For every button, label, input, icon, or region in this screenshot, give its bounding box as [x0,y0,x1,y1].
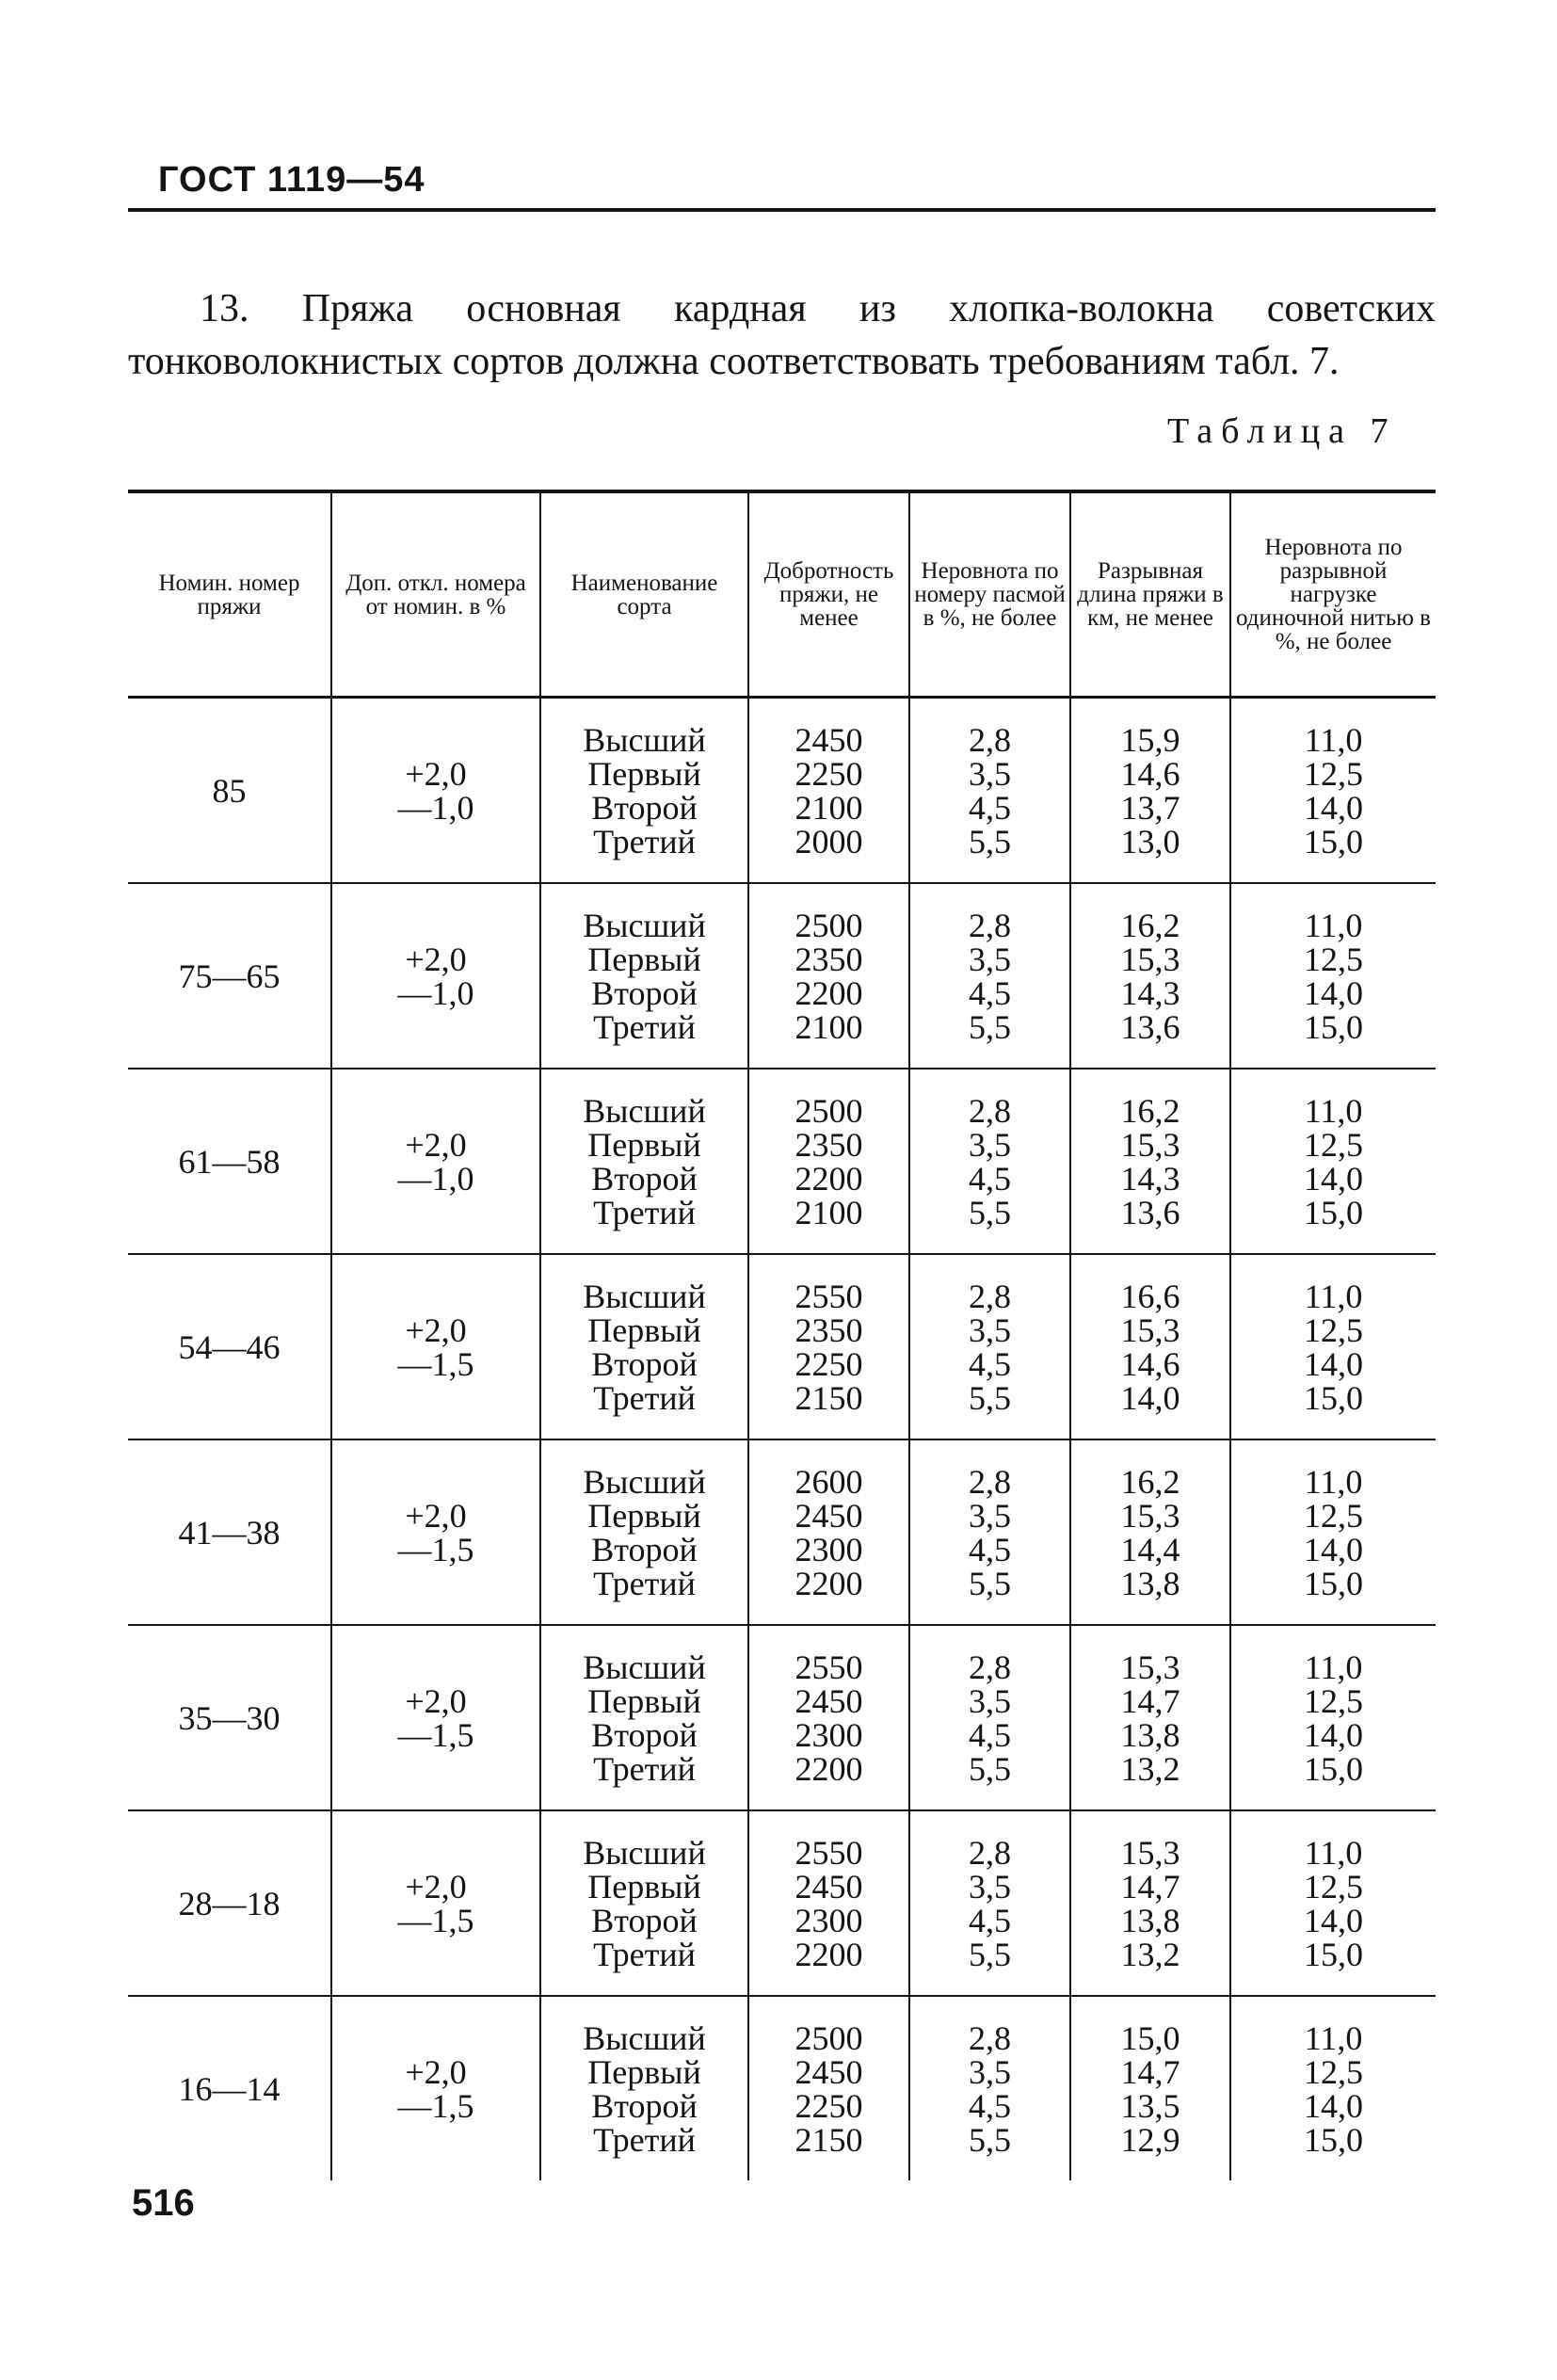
nerovnota-nomer-value: 2,8 [969,1091,1011,1130]
dobrotnost-value: 2300 [795,1901,863,1939]
deviation-plus: +2,0 [405,2052,467,2091]
razryvnaya-dlina-value: 15,0 [1120,2018,1180,2057]
deviation-minus: —1,5 [397,1715,474,1754]
nerovnota-nagruzka-value: 15,0 [1304,1007,1363,1046]
sort-name: Первый [587,1867,701,1906]
deviation-minus: —1,5 [397,2086,474,2125]
nerovnota-nomer-value: 5,5 [969,2120,1011,2159]
cell-nerovnota-nagruzka [1230,1996,1436,2180]
cell-razryvnaya-dlina [1070,1625,1230,1810]
nerovnota-nomer-value: 3,5 [969,2052,1011,2091]
razryvnaya-dlina-value: 16,6 [1120,1277,1180,1315]
dobrotnost-value: 2150 [795,1378,863,1417]
sort-name: Высший [583,1833,706,1872]
nerovnota-nagruzka-value: 14,0 [1304,973,1363,1012]
razryvnaya-dlina-value: 12,9 [1120,2120,1180,2159]
razryvnaya-dlina-value: 15,3 [1120,1496,1180,1535]
header-nerovnota-nagruzka: Неровнота по разрывной нагрузке одиночной нитью в %, не более [1230,491,1436,698]
cell-nerovnota-nagruzka [1230,1625,1436,1810]
cell-nerovnota-nagruzka [1230,1810,1436,1996]
sort-name: Высший [583,906,706,944]
nerovnota-nomer-value: 4,5 [969,973,1011,1012]
nerovnota-nomer-value: 5,5 [969,1193,1011,1231]
cell-nerovnota-nagruzka [1230,1254,1436,1439]
nerovnota-nagruzka-value: 15,0 [1304,1193,1363,1231]
razryvnaya-dlina-value: 16,2 [1120,1091,1180,1130]
razryvnaya-dlina-value: 13,6 [1120,1007,1180,1046]
cell-sort [540,1254,748,1439]
nerovnota-nagruzka-value: 14,0 [1304,1344,1363,1383]
table-row [128,1254,1436,1439]
table-row [128,1439,1436,1625]
deviation-minus: —1,5 [397,1530,474,1568]
sort-name: Первый [587,940,701,978]
cell-deviation [331,698,540,884]
dobrotnost-value: 2450 [795,1681,863,1720]
cell-deviation [331,1254,540,1439]
razryvnaya-dlina-value: 13,2 [1120,1749,1180,1788]
cell-sort [540,1439,748,1625]
sort-name: Второй [591,1530,698,1568]
sort-name: Третий [593,1935,696,1973]
cell-deviation [331,1810,540,1996]
razryvnaya-dlina-value: 14,7 [1120,1867,1180,1906]
dobrotnost-value: 2450 [795,720,863,759]
dobrotnost-value: 2100 [795,788,863,827]
page-number: 516 [132,2182,195,2224]
sort-name: Третий [593,1007,696,1046]
table-row [128,883,1436,1069]
sort-name: Высший [583,720,706,759]
cell-dobrotnost [748,1810,909,1996]
dobrotnost-value: 2100 [795,1007,863,1046]
cell-dobrotnost [748,1254,909,1439]
cell-nerovnota-nomer [909,1625,1070,1810]
cell-deviation [331,1625,540,1810]
dobrotnost-value: 2500 [795,2018,863,2057]
cell-nerovnota-nagruzka [1230,1439,1436,1625]
dobrotnost-value: 2550 [795,1277,863,1315]
razryvnaya-dlina-value: 15,3 [1120,1833,1180,1872]
dobrotnost-value: 2100 [795,1193,863,1231]
nerovnota-nomer-value: 5,5 [969,1007,1011,1046]
deviation-plus: +2,0 [405,1867,467,1906]
nerovnota-nomer-value: 2,8 [969,720,1011,759]
nerovnota-nagruzka-value: 11,0 [1304,906,1363,944]
razryvnaya-dlina-value: 14,7 [1120,1681,1180,1720]
nerovnota-nagruzka-value: 15,0 [1304,1935,1363,1973]
nerovnota-nomer-value: 3,5 [969,1496,1011,1535]
nerovnota-nomer-value: 3,5 [969,1311,1011,1349]
dobrotnost-value: 2550 [795,1833,863,1872]
nerovnota-nagruzka-value: 14,0 [1304,1159,1363,1198]
nerovnota-nagruzka-value: 11,0 [1304,1462,1363,1501]
nerovnota-nomer-value: 4,5 [969,1344,1011,1383]
header-dobrotnost: Добротность пряжи, не менее [748,491,909,698]
sort-name: Первый [587,1125,701,1164]
cell-sort [540,1996,748,2180]
deviation-plus: +2,0 [405,1125,467,1164]
razryvnaya-dlina-value: 14,6 [1120,1344,1180,1383]
razryvnaya-dlina-value: 13,2 [1120,1935,1180,1973]
cell-razryvnaya-dlina [1070,1439,1230,1625]
yarn-requirements-table [128,490,1436,2180]
nerovnota-nomer-value: 4,5 [969,1530,1011,1568]
sort-name: Третий [593,1564,696,1602]
sort-name: Второй [591,2086,698,2125]
cell-sort [540,883,748,1069]
nerovnota-nagruzka-value: 11,0 [1304,1091,1363,1130]
sort-name: Второй [591,973,698,1012]
sort-name: Высший [583,1648,706,1686]
cell-sort [540,1625,748,1810]
nerovnota-nagruzka-value: 14,0 [1304,1901,1363,1939]
razryvnaya-dlina-value: 14,3 [1120,973,1180,1012]
nerovnota-nomer-value: 2,8 [969,906,1011,944]
nerovnota-nagruzka-value: 14,0 [1304,1530,1363,1568]
cell-nomer: 41—38 [128,1439,331,1625]
razryvnaya-dlina-value: 15,3 [1120,1311,1180,1349]
nerovnota-nomer-value: 3,5 [969,754,1011,793]
razryvnaya-dlina-value: 16,2 [1120,906,1180,944]
dobrotnost-value: 2550 [795,1648,863,1686]
sort-name: Высший [583,1091,706,1130]
razryvnaya-dlina-value: 14,0 [1120,1378,1180,1417]
cell-nomer: 28—18 [128,1810,331,1996]
nerovnota-nagruzka-value: 11,0 [1304,1648,1363,1686]
cell-dobrotnost [748,883,909,1069]
sort-name: Высший [583,1462,706,1501]
cell-nerovnota-nomer [909,1254,1070,1439]
nerovnota-nagruzka-value: 11,0 [1304,720,1363,759]
nerovnota-nomer-value: 2,8 [969,1462,1011,1501]
cell-deviation [331,1439,540,1625]
sort-name: Первый [587,1681,701,1720]
dobrotnost-value: 2450 [795,1496,863,1535]
sort-name: Высший [583,2018,706,2057]
sort-name: Второй [591,1901,698,1939]
sort-name: Третий [593,822,696,860]
sort-name: Второй [591,1159,698,1198]
cell-nomer: 54—46 [128,1254,331,1439]
cell-sort [540,1810,748,1996]
cell-razryvnaya-dlina [1070,1996,1230,2180]
cell-dobrotnost [748,1069,909,1254]
razryvnaya-dlina-value: 13,8 [1120,1715,1180,1754]
razryvnaya-dlina-value: 15,3 [1120,1648,1180,1686]
table-row [128,698,1436,884]
deviation-plus: +2,0 [405,754,467,793]
dobrotnost-value: 2500 [795,906,863,944]
cell-nerovnota-nagruzka [1230,1069,1436,1254]
nerovnota-nomer-value: 2,8 [969,2018,1011,2057]
cell-sort [540,1069,748,1254]
cell-sort [540,698,748,884]
deviation-plus: +2,0 [405,940,467,978]
nerovnota-nagruzka-value: 12,5 [1304,2052,1363,2091]
dobrotnost-value: 2450 [795,1867,863,1906]
header-razryvnaya-dlina: Разрывная длина пряжи в км, не менее [1070,491,1230,698]
nerovnota-nomer-value: 3,5 [969,1867,1011,1906]
sort-name: Первый [587,1496,701,1535]
dobrotnost-value: 2450 [795,2052,863,2091]
dobrotnost-value: 2250 [795,2086,863,2125]
dobrotnost-value: 2350 [795,940,863,978]
deviation-minus: —1,5 [397,1344,474,1383]
cell-razryvnaya-dlina [1070,1069,1230,1254]
cell-nomer: 75—65 [128,883,331,1069]
cell-nerovnota-nagruzka [1230,883,1436,1069]
cell-dobrotnost [748,698,909,884]
cell-deviation [331,1996,540,2180]
nerovnota-nagruzka-value: 14,0 [1304,2086,1363,2125]
sort-name: Третий [593,1193,696,1231]
dobrotnost-value: 2300 [795,1715,863,1754]
cell-nerovnota-nomer [909,1439,1070,1625]
deviation-minus: —1,0 [397,973,474,1012]
cell-nomer: 16—14 [178,2069,281,2108]
razryvnaya-dlina-value: 14,7 [1120,2052,1180,2091]
nerovnota-nomer-value: 5,5 [969,1378,1011,1417]
dobrotnost-value: 2250 [795,754,863,793]
nerovnota-nomer-value: 3,5 [969,940,1011,978]
dobrotnost-value: 2200 [795,1159,863,1198]
cell-nerovnota-nagruzka [1230,698,1436,884]
nerovnota-nagruzka-value: 12,5 [1304,1681,1363,1720]
sort-name: Первый [587,754,701,793]
cell-razryvnaya-dlina [1070,1810,1230,1996]
nerovnota-nomer-value: 4,5 [969,788,1011,827]
razryvnaya-dlina-value: 13,5 [1120,2086,1180,2125]
cell-nomer: 85 [128,698,331,884]
sort-name: Второй [591,1715,698,1754]
nerovnota-nomer-value: 4,5 [969,1901,1011,1939]
nerovnota-nagruzka-value: 15,0 [1304,822,1363,860]
nerovnota-nomer-value: 5,5 [969,1749,1011,1788]
nerovnota-nagruzka-value: 12,5 [1304,1125,1363,1164]
table-row [128,1069,1436,1254]
nerovnota-nomer-value: 2,8 [969,1648,1011,1686]
nerovnota-nomer-value: 4,5 [969,1159,1011,1198]
cell-razryvnaya-dlina [1070,698,1230,884]
deviation-minus: —1,0 [397,788,474,827]
razryvnaya-dlina-value: 14,4 [1120,1530,1180,1568]
dobrotnost-value: 2250 [795,1344,863,1383]
deviation-plus: +2,0 [405,1681,467,1720]
table-header-row [128,491,1436,698]
deviation-minus: —1,5 [397,1901,474,1939]
nerovnota-nomer-value: 2,8 [969,1833,1011,1872]
razryvnaya-dlina-value: 14,6 [1120,754,1180,793]
cell-dobrotnost [748,1996,909,2180]
dobrotnost-value: 2200 [795,1749,863,1788]
cell-nomer: 35—30 [128,1625,331,1810]
nerovnota-nomer-value: 5,5 [969,822,1011,860]
nerovnota-nagruzka-value: 11,0 [1304,1833,1363,1872]
razryvnaya-dlina-value: 13,0 [1120,822,1180,860]
cell-nerovnota-nomer [909,1069,1070,1254]
razryvnaya-dlina-value: 15,3 [1120,1125,1180,1164]
razryvnaya-dlina-value: 13,8 [1120,1564,1180,1602]
deviation-plus: +2,0 [405,1496,467,1535]
header-nerovnota-nomer: Неровнота по номеру пасмой в %, не более [909,491,1070,698]
cell-deviation [331,1069,540,1254]
header-nomer: Номин. номер пряжи [128,491,331,698]
deviation-plus: +2,0 [405,1311,467,1349]
nerovnota-nomer-value: 5,5 [969,1935,1011,1973]
nerovnota-nagruzka-value: 12,5 [1304,1496,1363,1535]
cell-nerovnota-nomer [909,883,1070,1069]
razryvnaya-dlina-value: 16,2 [1120,1462,1180,1501]
document-code: ГОСТ 1119—54 [158,160,425,200]
dobrotnost-value: 2600 [795,1462,863,1501]
dobrotnost-value: 2150 [795,2120,863,2159]
nerovnota-nagruzka-value: 15,0 [1304,1378,1363,1417]
razryvnaya-dlina-value: 15,9 [1120,720,1180,759]
header-rule [128,208,1436,212]
sort-name: Первый [587,1311,701,1349]
dobrotnost-value: 2000 [795,822,863,860]
nerovnota-nagruzka-value: 11,0 [1304,1277,1363,1315]
nerovnota-nomer-value: 3,5 [969,1681,1011,1720]
sort-name: Второй [591,1344,698,1383]
dobrotnost-value: 2350 [795,1311,863,1349]
cell-dobrotnost [748,1439,909,1625]
razryvnaya-dlina-value: 13,7 [1120,788,1180,827]
sort-name: Третий [593,1378,696,1417]
cell-nerovnota-nomer [909,698,1070,884]
nerovnota-nagruzka-value: 15,0 [1304,1564,1363,1602]
razryvnaya-dlina-value: 13,6 [1120,1193,1180,1231]
table-caption: Таблица 7 [1167,411,1397,451]
table-row [128,1996,1436,2180]
nerovnota-nomer-value: 5,5 [969,1564,1011,1602]
table-body [128,698,1436,2181]
cell-razryvnaya-dlina [1070,1254,1230,1439]
table-row [128,1625,1436,1810]
sort-name: Высший [583,1277,706,1315]
sort-name: Третий [593,1749,696,1788]
dobrotnost-value: 2200 [795,973,863,1012]
nerovnota-nomer-value: 4,5 [969,2086,1011,2125]
intro-paragraph: 13. Пряжа основная кардная из хлопка-волокна советских тонковолокнистых сортов должна соответствовать требованиям табл. 7. [128,287,1436,383]
cell-dobrotnost [748,1625,909,1810]
header-sort: Наименование сорта [540,491,748,698]
nerovnota-nomer-value: 2,8 [969,1277,1011,1315]
nerovnota-nagruzka-value: 11,0 [1304,2018,1363,2057]
sort-name: Первый [587,2052,701,2091]
cell-nomer: 61—58 [128,1069,331,1254]
nerovnota-nagruzka-value: 15,0 [1304,2120,1363,2159]
sort-name: Второй [591,788,698,827]
nerovnota-nagruzka-value: 14,0 [1304,1715,1363,1754]
nerovnota-nomer-value: 4,5 [969,1715,1011,1754]
nerovnota-nagruzka-value: 12,5 [1304,754,1363,793]
razryvnaya-dlina-value: 13,8 [1120,1901,1180,1939]
cell-nerovnota-nomer [909,1996,1070,2180]
dobrotnost-value: 2200 [795,1564,863,1602]
nerovnota-nagruzka-value: 15,0 [1304,1749,1363,1788]
dobrotnost-value: 2350 [795,1125,863,1164]
nerovnota-nagruzka-value: 14,0 [1304,788,1363,827]
header-deviation: Доп. откл. номера от номин. в % [331,491,540,698]
nerovnota-nagruzka-value: 12,5 [1304,940,1363,978]
razryvnaya-dlina-value: 15,3 [1120,940,1180,978]
deviation-minus: —1,0 [397,1159,474,1198]
table-row [128,1810,1436,1996]
dobrotnost-value: 2300 [795,1530,863,1568]
sort-name: Третий [593,2120,696,2159]
cell-razryvnaya-dlina [1070,883,1230,1069]
nerovnota-nagruzka-value: 12,5 [1304,1311,1363,1349]
dobrotnost-value: 2200 [795,1935,863,1973]
nerovnota-nomer-value: 3,5 [969,1125,1011,1164]
razryvnaya-dlina-value: 14,3 [1120,1159,1180,1198]
dobrotnost-value: 2500 [795,1091,863,1130]
cell-deviation [331,883,540,1069]
nerovnota-nagruzka-value: 12,5 [1304,1867,1363,1906]
cell-nerovnota-nomer [909,1810,1070,1996]
